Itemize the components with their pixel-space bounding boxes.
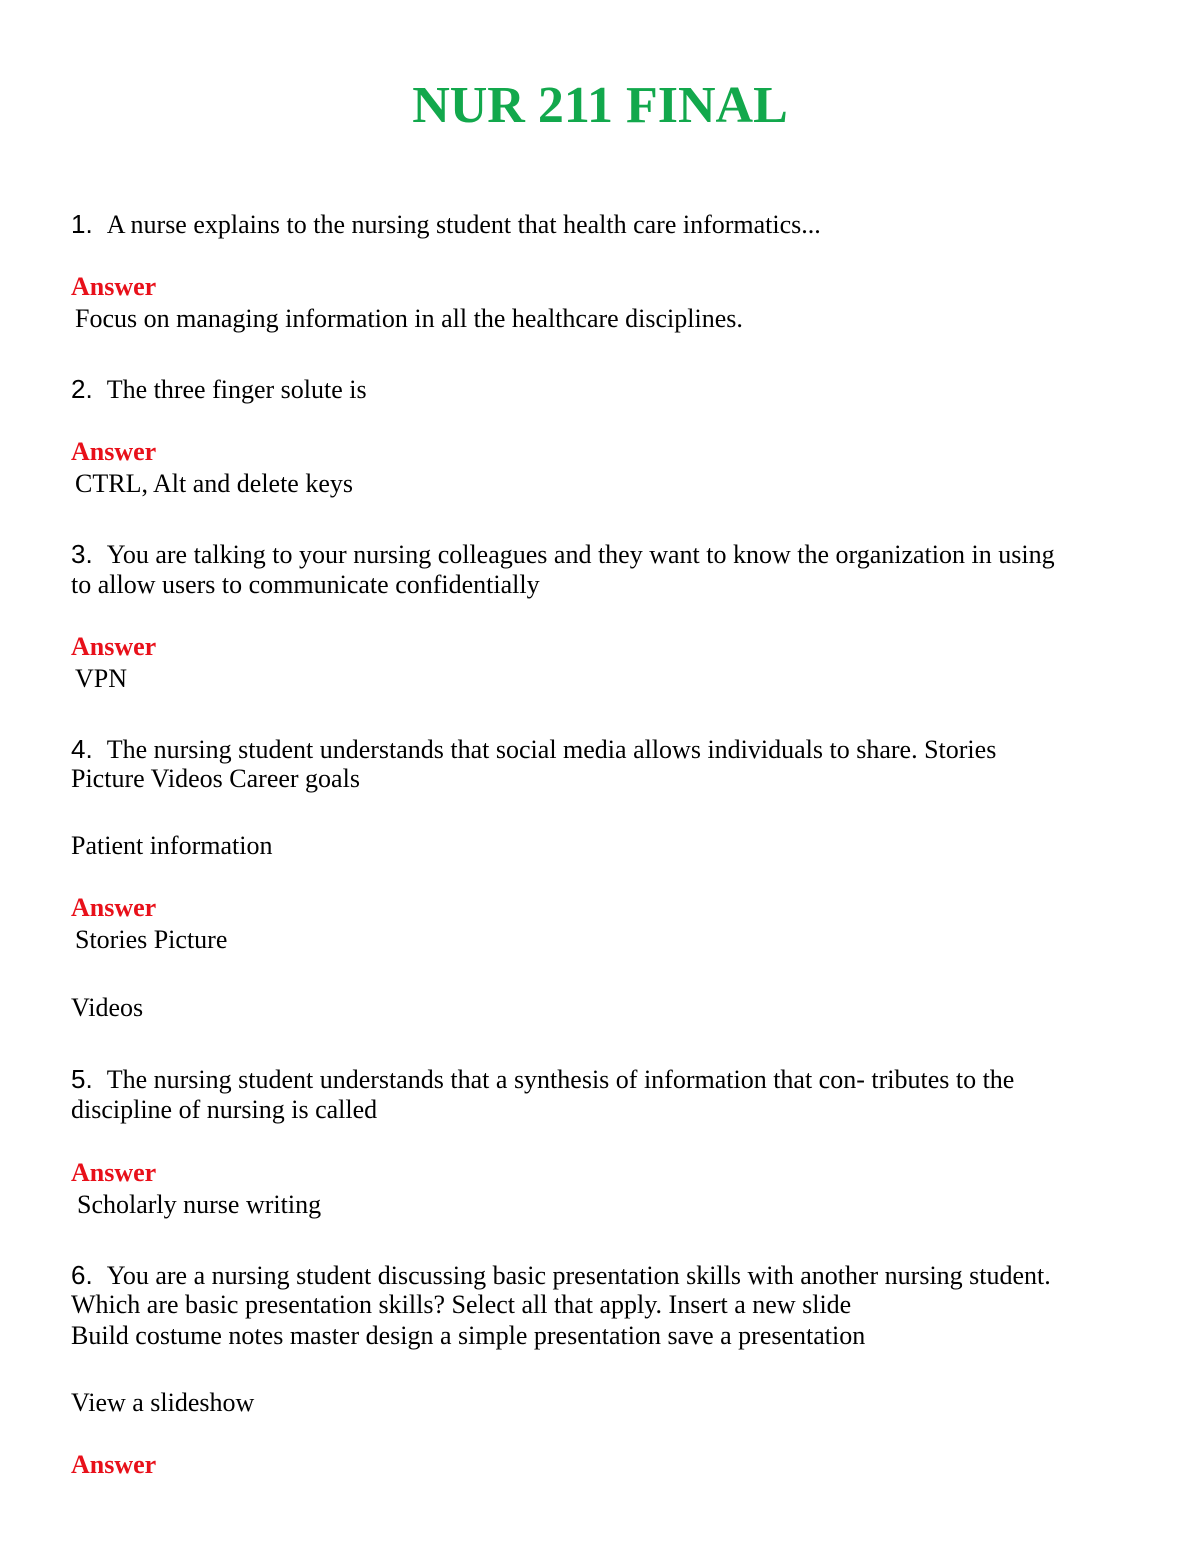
answer-heading	[71, 893, 156, 923]
question-text-continued: Picture Videos Career goals	[71, 764, 360, 793]
answer-text: CTRL, Alt and delete keys	[75, 469, 354, 498]
question-text: The three finger solute is	[106, 375, 367, 404]
question-text-continued: View a slideshow	[71, 1388, 255, 1417]
question-number: 6.	[71, 1260, 93, 1290]
document-title: NUR 211 FINAL	[412, 77, 788, 134]
question-text-continued: discipline of nursing is called	[71, 1095, 378, 1124]
question-3	[71, 539, 1055, 570]
question-number: 3.	[71, 539, 93, 569]
question-text-continued: Build costume notes master design a simple presentation save a presentation	[71, 1321, 866, 1350]
question-4	[71, 734, 996, 765]
question-2	[71, 374, 367, 405]
question-6	[71, 1260, 1051, 1291]
answer-label: Answer	[71, 893, 157, 922]
answer-label: Answer	[71, 632, 157, 661]
answer-heading	[71, 632, 156, 662]
question-text: The nursing student understands that social media allows individuals to share. Stories	[106, 735, 997, 764]
question-text: You are a nursing student discussing basic presentation skills with another nursing student.	[106, 1261, 1051, 1290]
answer-label: Answer	[71, 1450, 157, 1479]
question-1	[71, 209, 821, 240]
question-5	[71, 1064, 1014, 1095]
question-number: 5.	[71, 1064, 93, 1094]
question-number: 1.	[71, 209, 93, 239]
question-text-continued: to allow users to communicate confidentially	[71, 570, 540, 599]
answer-heading	[71, 1450, 156, 1480]
question-text: You are talking to your nursing colleagues and they want to know the organization in using	[106, 540, 1055, 569]
answer-heading	[71, 1158, 156, 1188]
answer-text: Scholarly nurse writing	[77, 1190, 322, 1219]
question-number: 4.	[71, 734, 93, 764]
answer-text-continued: Videos	[71, 993, 144, 1022]
answer-heading	[71, 272, 156, 302]
answer-text: VPN	[75, 664, 128, 693]
question-text: A nurse explains to the nursing student that health care informatics...	[106, 210, 821, 239]
answer-label: Answer	[71, 272, 157, 301]
answer-text: Stories Picture	[75, 925, 228, 954]
answer-text: Focus on managing information in all the healthcare disciplines.	[75, 304, 743, 333]
answer-label: Answer	[71, 1158, 157, 1187]
answer-heading	[71, 437, 156, 467]
question-text-continued: Which are basic presentation skills? Select all that apply. Insert a new slide	[71, 1290, 852, 1319]
question-text: The nursing student understands that a synthesis of information that con- tributes to the	[106, 1065, 1015, 1094]
question-number: 2.	[71, 374, 93, 404]
question-text-continued: Patient information	[71, 831, 273, 860]
answer-label: Answer	[71, 437, 157, 466]
